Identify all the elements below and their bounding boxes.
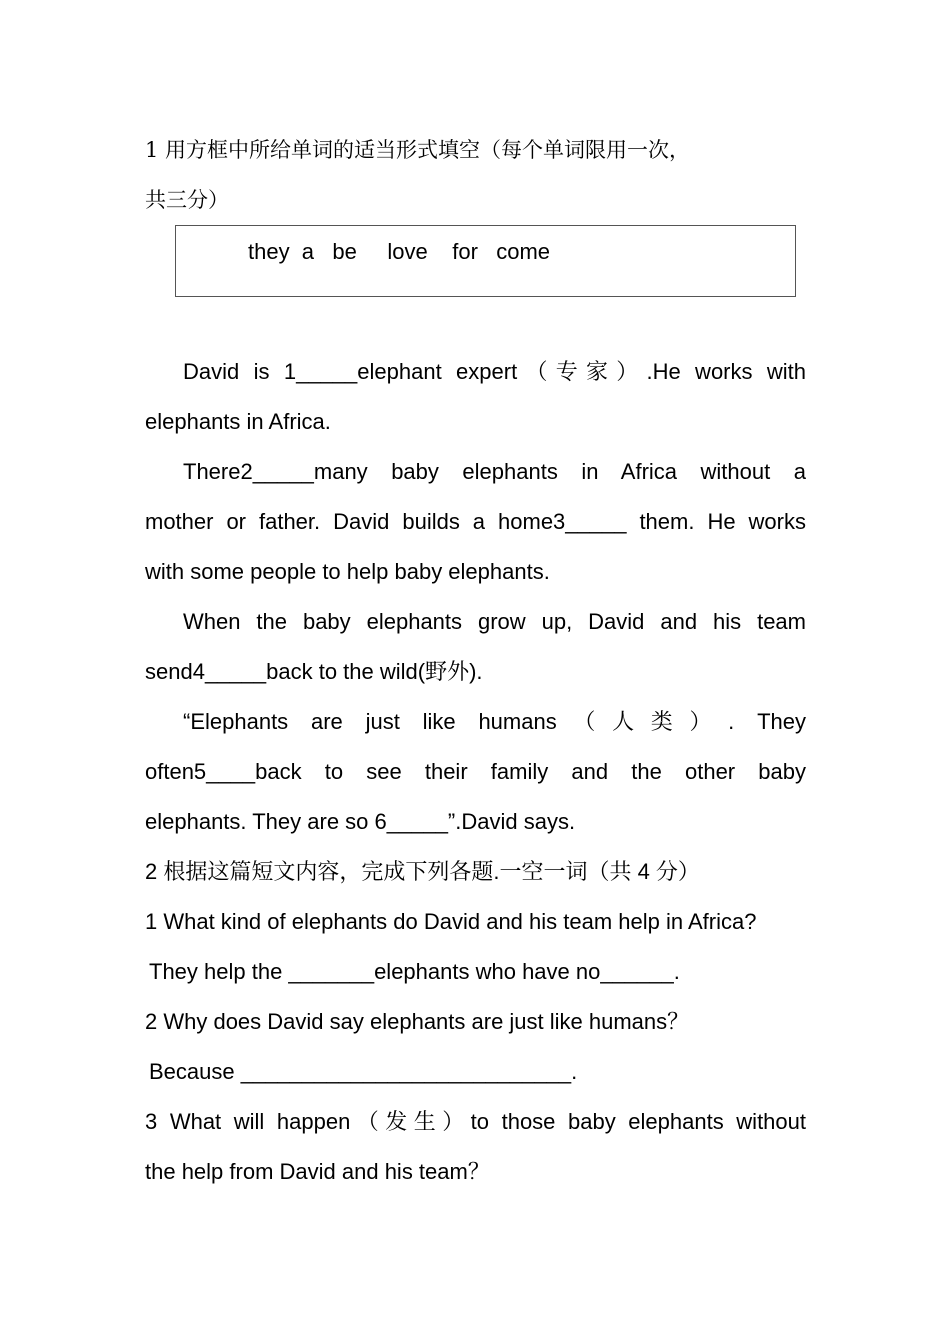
- passage-p4-line2: often5____back to see their family and the other baby: [145, 759, 806, 784]
- question-1: 1 What kind of elephants do David and his team help in Africa?: [145, 909, 757, 934]
- answer-1: They help the _______elephants who have no______.: [149, 959, 680, 984]
- section2-heading: 2 根据这篇短文内容，完成下列各题.一空一词（共 4 分）: [145, 859, 700, 884]
- question-2: 2 Why does David say elephants are just like humans？: [145, 1009, 690, 1034]
- word-box: [175, 225, 796, 297]
- passage-p1-line2: elephants in Africa.: [145, 409, 331, 434]
- passage-p2-line2: mother or father. David builds a home3_____ them. He works: [145, 509, 806, 534]
- spacer: [145, 297, 806, 347]
- worksheet-page: [145, 125, 806, 1197]
- answer-2: Because ___________________________.: [149, 1059, 578, 1084]
- word-box-words: they a be love for come: [248, 239, 551, 264]
- question-3-line2: the help from David and his team？: [145, 1159, 490, 1184]
- question-3-line1: 3 What will happen（发生）to those baby elephants without: [145, 1109, 806, 1134]
- passage-p1-line1: David is 1_____elephant expert（专家）.He works with: [183, 359, 806, 384]
- passage-p4-line1: “Elephants are just like humans（人类）. They: [183, 709, 806, 734]
- passage-p2-line1: There2_____many baby elephants in Africa without a: [183, 459, 806, 484]
- passage-p3-line2: send4_____back to the wild(野外).: [145, 659, 483, 684]
- passage-p2-line3: with some people to help baby elephants.: [145, 559, 550, 584]
- section1-heading-line2: 共三分）: [145, 188, 229, 212]
- section1-heading-line1: 1 用方框中所给单词的适当形式填空（每个单词限用一次，: [145, 138, 691, 162]
- passage-p3-line1: When the baby elephants grow up, David and his team: [183, 609, 806, 634]
- passage-p4-line3: elephants. They are so 6_____”.David says.: [145, 809, 576, 834]
